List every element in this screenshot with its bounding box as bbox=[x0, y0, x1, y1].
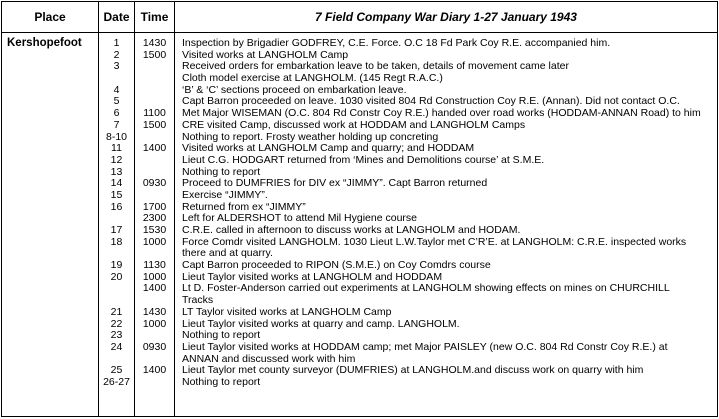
entry-time: 1000 bbox=[142, 318, 167, 330]
entry-time bbox=[137, 248, 172, 260]
entry-text: Nothing to report bbox=[182, 376, 261, 388]
entry-time: 0930 bbox=[142, 341, 167, 353]
entry-text: Nothing to report bbox=[182, 166, 261, 178]
time-list bbox=[137, 38, 172, 389]
entry-time: 1400 bbox=[142, 143, 167, 155]
entry-date: 16 bbox=[110, 201, 123, 213]
entry-date bbox=[101, 213, 132, 225]
entry-text: Lieut Taylor visited works at HODDAM camp; met Major PAISLEY (new O.C. 804 Rd Constr Coy R.E.) at bbox=[182, 341, 668, 353]
entry-date: 19 bbox=[110, 260, 123, 272]
entry-time: 1430 bbox=[142, 306, 167, 318]
war-diary-table bbox=[1, 1, 718, 417]
entry-date: 17 bbox=[110, 225, 123, 236]
entry-text: Inspection by Brigadier GODFREY, C.E. Force. O.C 18 Fd Park Coy R.E. accompanied him. bbox=[182, 38, 611, 49]
entry-date: 26-27 bbox=[103, 376, 130, 388]
entry-time: 1500 bbox=[142, 119, 167, 131]
entry-text: Visited works at LANGHOLM Camp bbox=[182, 49, 349, 61]
entry-date: 7 bbox=[113, 119, 120, 131]
entry-time: 1000 bbox=[142, 236, 167, 248]
entry-date: 13 bbox=[110, 166, 123, 178]
entry-date: 12 bbox=[110, 154, 123, 166]
entry-cell bbox=[175, 33, 718, 417]
entry-text: Nothing to report. Frosty weather holding up concreting bbox=[182, 131, 439, 143]
diary-title-header: 7 Field Company War Diary 1-27 January 1943 bbox=[175, 2, 718, 33]
date-list bbox=[101, 38, 132, 389]
entry-list bbox=[177, 38, 715, 389]
entry-text: Lt D. Foster-Anderson carried out experiments at LANGHOLM showing effects on mines on CHURCHILL bbox=[182, 283, 670, 295]
entry-date: 6 bbox=[113, 108, 120, 120]
entry-text: CRE visited Camp, discussed work at HODDAM and LANGHOLM Camps bbox=[182, 119, 526, 131]
entry-date: 21 bbox=[110, 306, 123, 318]
entry-text: Lieut Taylor visited works at quarry and camp. LANGHOLM. bbox=[182, 318, 460, 330]
entry-date: 1 bbox=[113, 38, 120, 49]
entry-text: Force Comdr visited LANGHOLM. 1030 Lieut L.W.Taylor met C’R’E. at LANGHOLM: C.R.E. inspected works bbox=[182, 236, 687, 248]
entry-time: 1500 bbox=[142, 49, 167, 61]
entry-text: Proceed to DUMFRIES for DIV ex “JIMMY”. Capt Barron returned bbox=[182, 178, 488, 190]
entry-date bbox=[101, 248, 132, 260]
entry-time bbox=[137, 96, 172, 108]
entry-date: 23 bbox=[110, 330, 123, 342]
entry-date: 22 bbox=[110, 318, 123, 330]
entry-time bbox=[137, 167, 172, 179]
entry-date: 20 bbox=[110, 271, 123, 283]
entry-text: Visited works at LANGHOLM Camp and quarry; and HODDAM bbox=[182, 143, 475, 155]
entry-time: 1700 bbox=[142, 201, 167, 213]
entry-text: Returned from ex “JIMMY” bbox=[182, 201, 306, 213]
entry-date bbox=[101, 354, 132, 366]
entry-text: Left for ALDERSHOT to attend Mil Hygiene course bbox=[182, 213, 417, 225]
entry-time: 1430 bbox=[142, 38, 167, 49]
entry-date: 11 bbox=[111, 143, 122, 155]
entry-date: 18 bbox=[110, 236, 123, 248]
entry-text: Lieut Taylor visited works at LANGHOLM and HODDAM bbox=[182, 271, 443, 283]
entry-time: 1400 bbox=[142, 365, 167, 377]
entry-time: 1000 bbox=[142, 271, 167, 283]
entry-date: 24 bbox=[110, 341, 123, 353]
entry-text: Cloth model exercise at LANGHOLM. (145 Regt R.A.C.) bbox=[182, 73, 443, 85]
entry-time bbox=[137, 155, 172, 167]
entry-time bbox=[137, 190, 172, 202]
entry-date bbox=[101, 283, 132, 295]
entry-text: LT Taylor visited works at LANGHOLM Camp bbox=[182, 306, 392, 318]
header-row bbox=[2, 2, 718, 33]
entry-text: ANNAN and discussed work with him bbox=[182, 353, 356, 365]
entry-text: Met Major WISEMAN (O.C. 804 Rd Constr Coy R.E.) handed over road works (HODDAM-ANNAN Road) to him bbox=[182, 108, 701, 120]
entry-text: Received orders for embarkation leave to be taken, details of movement came later bbox=[182, 61, 569, 73]
entry-date: 5 bbox=[113, 96, 120, 108]
entry-date bbox=[101, 295, 132, 307]
entry-text: Capt Barron proceeded to RIPON (S.M.E.) on Coy Comdrs course bbox=[182, 260, 491, 272]
entry-date: 14 bbox=[110, 178, 123, 190]
entry-text: Lieut C.G. HODGART returned from ‘Mines and Demolitions course’ at S.M.E. bbox=[182, 154, 545, 166]
entry-time: 1530 bbox=[142, 225, 167, 236]
entry-date: 8-10 bbox=[105, 131, 127, 143]
entry-time: 1400 bbox=[142, 283, 167, 295]
entry-time bbox=[137, 73, 172, 85]
entry-text: Exercise “JIMMY”. bbox=[182, 189, 268, 201]
entry-date: 15 bbox=[110, 189, 123, 201]
entry-date bbox=[101, 73, 132, 85]
entry-text: Capt Barron proceeded on leave. 1030 visited 804 Rd Construction Coy R.E. (Annan). Did not contact O.C. bbox=[182, 96, 680, 108]
entry-time bbox=[137, 295, 172, 307]
place-name: Kershopefoot bbox=[7, 37, 82, 49]
place-cell bbox=[2, 33, 99, 417]
entry-time bbox=[137, 330, 172, 342]
place-column-header: Place bbox=[2, 2, 99, 33]
date-cell bbox=[99, 33, 135, 417]
entry-text: C.R.E. called in afternoon to discuss works at LANGHOLM and HODAM. bbox=[182, 225, 521, 236]
time-column-header: Time bbox=[135, 2, 175, 33]
entry-text: Tracks bbox=[182, 295, 214, 307]
entry-date: 4 bbox=[113, 84, 120, 96]
entry-date: 3 bbox=[113, 61, 120, 73]
entry-time bbox=[137, 132, 172, 144]
entry-time bbox=[137, 61, 172, 73]
entry-text: there and at quarry. bbox=[182, 248, 273, 260]
time-cell bbox=[135, 33, 175, 417]
entry-time: 1100 bbox=[143, 108, 166, 120]
entry-text: Lieut Taylor met county surveyor (DUMFRIES) at LANGHOLM.and discuss work on quarry with him bbox=[182, 365, 644, 377]
entry-date: 25 bbox=[110, 365, 123, 377]
entry-time bbox=[137, 354, 172, 366]
entry-date: 2 bbox=[113, 49, 120, 61]
entry-time: 2300 bbox=[142, 213, 167, 225]
entry-time bbox=[137, 85, 172, 97]
entry-time: 0930 bbox=[142, 178, 167, 190]
entry-text: ‘B’ & ‘C’ sections proceed on embarkation leave. bbox=[182, 84, 407, 96]
entry-time bbox=[137, 377, 172, 389]
date-column-header: Date bbox=[99, 2, 135, 33]
diary-body-row bbox=[2, 33, 718, 417]
entry-time: 1130 bbox=[143, 260, 166, 272]
entry-text: Nothing to report bbox=[182, 330, 261, 342]
